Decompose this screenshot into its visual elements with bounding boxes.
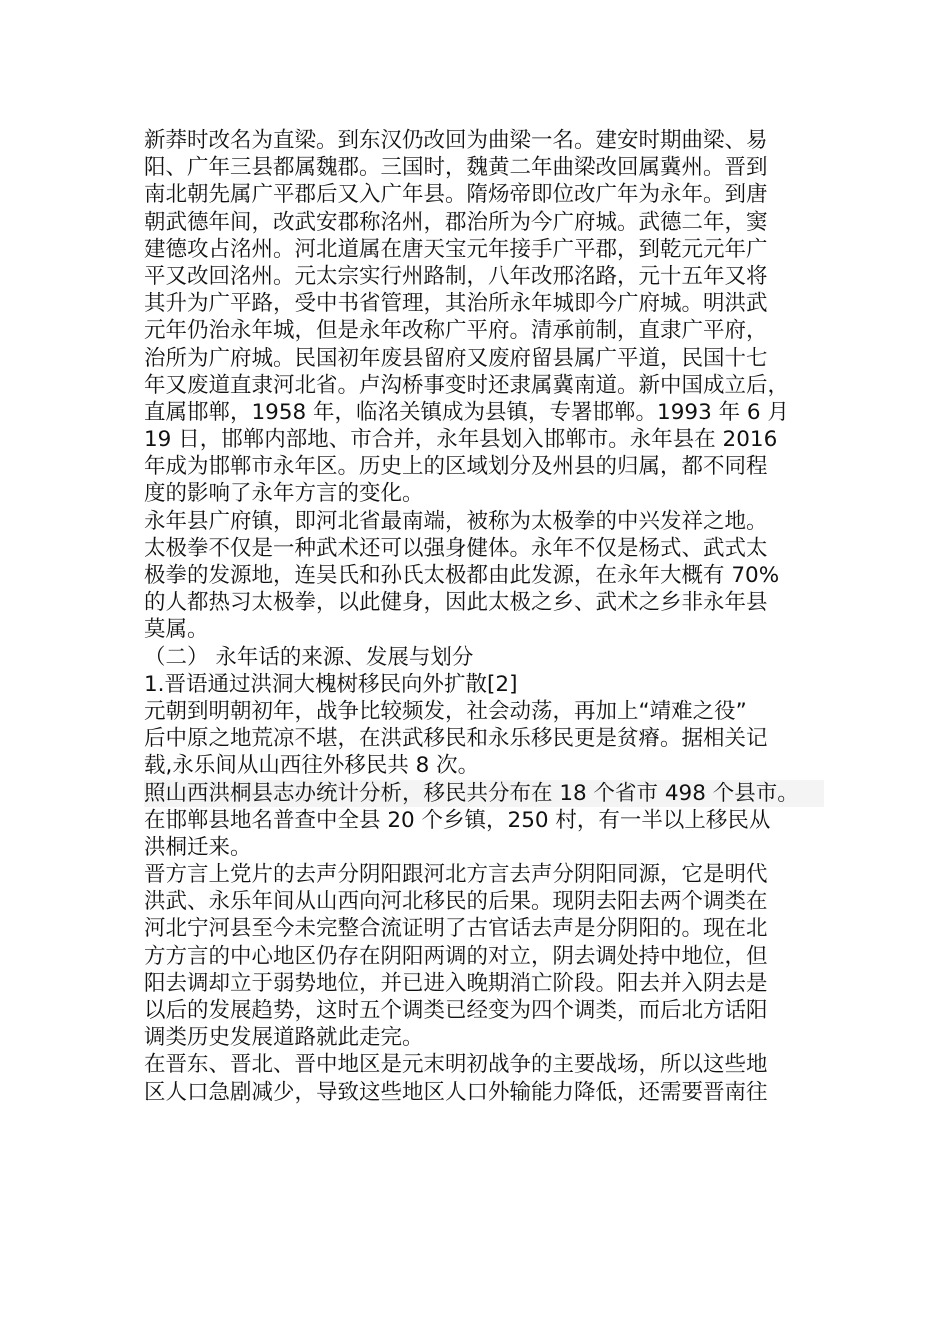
text-line: 的人都热习太极拳，以此健身，因此太极之乡、武术之乡非永年县 bbox=[144, 590, 768, 616]
text-line: 晋方言上党片的去声分阴阳跟河北方言去声分阴阳同源，它是明代 bbox=[144, 862, 768, 888]
text-line: 极拳的发源地，连吴氏和孙氏太极都由此发源，在永年大概有 70% bbox=[144, 563, 780, 588]
text-line: 阳去调却立于弱势地位，并已进入晚期消亡阶段。阳去并入阴去是 bbox=[144, 970, 768, 996]
text-line: 治所为广府城。民国初年废县留府又废府留县属广平道，民国十七 bbox=[144, 345, 768, 371]
document-body bbox=[144, 127, 824, 1106]
text-line: 太极拳不仅是一种武术还可以强身健体。永年不仅是杨式、武式太 bbox=[144, 535, 768, 561]
text-line: 照山西洪桐县志办统计分析，移民共分布在 18 个省市 498 个县市。 bbox=[144, 780, 824, 807]
text-line: 莫属。 bbox=[144, 617, 209, 643]
text-line: 南北朝先属广平郡后又入广年县。隋炀帝即位改广年为永年。到唐 bbox=[144, 182, 768, 208]
text-line: 新莽时改名为直梁。到东汉仍改回为曲梁一名。建安时期曲梁、易 bbox=[144, 128, 768, 153]
text-line: 调类历史发展道路就此走完。 bbox=[144, 1025, 424, 1051]
text-line: 直属邯郸，1958 年，临洺关镇成为县镇，专署邯郸。1993 年 6 月 bbox=[144, 399, 789, 425]
text-line: 阳、广年三县都属魏郡。三国时，魏黄二年曲梁改回属冀州。晋到 bbox=[144, 155, 768, 181]
text-line: 其升为广平路，受中书省管理，其治所永年城即今广府城。明洪武 bbox=[144, 291, 768, 317]
text-line: 度的影响了永年方言的变化。 bbox=[144, 481, 424, 507]
text-line: 永年县广府镇，即河北省最南端，被称为太极拳的中兴发祥之地。 bbox=[144, 508, 768, 534]
text-line: 平又改回洺州。元太宗实行州路制，八年改邢洺路，元十五年又将 bbox=[144, 263, 768, 289]
text-line: 朝武德年间，改武安郡称洺州，郡治所为今广府城。武德二年，窦 bbox=[144, 209, 768, 235]
text-line: 河北宁河县至今未完整合流证明了古官话去声是分阴阳的。现在北 bbox=[144, 916, 768, 942]
text-line: 洪桐迁来。 bbox=[144, 834, 252, 860]
text-line: 以后的发展趋势，这时五个调类已经变为四个调类，而后北方话阳 bbox=[144, 998, 768, 1023]
text-line: 后中原之地荒凉不堪，在洪武移民和永乐移民更是贫瘠。据相关记 bbox=[144, 726, 768, 752]
text-line: 方方言的中心地区仍存在阴阳两调的对立，阴去调处持中地位，但 bbox=[144, 943, 768, 969]
text-line: 元朝到明朝初年，战争比较频发，社会动荡，再加上“靖难之役” bbox=[144, 698, 747, 724]
text-line: 年成为邯郸市永年区。历史上的区域划分及州县的归属，都不同程 bbox=[144, 454, 768, 480]
text-line: 洪武、永乐年间从山西向河北移民的后果。现阴去阳去两个调类在 bbox=[144, 889, 768, 915]
text-line: 载,永乐间从山西往外移民共 8 次。 bbox=[144, 753, 480, 779]
subsection-heading: 1.晋语通过洪洞大槐树移民向外扩散[2] bbox=[144, 671, 518, 697]
text-line: 建德攻占洺州。河北道属在唐天宝元年接手广平郡，到乾元元年广 bbox=[144, 236, 768, 262]
text-line: 区人口急剧减少，导致这些地区人口外输能力降低，还需要晋南往 bbox=[144, 1079, 768, 1105]
text-line: 在邯郸县地名普查中全县 20 个乡镇，250 村，有一半以上移民从 bbox=[144, 807, 771, 833]
text-line: 19 日，邯郸内部地、市合并，永年县划入邯郸市。永年县在 2016 bbox=[144, 427, 778, 453]
section-heading: （二） 永年话的来源、发展与划分 bbox=[144, 644, 474, 670]
text-line: 在晋东、晋北、晋中地区是元末明初战争的主要战场，所以这些地 bbox=[144, 1052, 768, 1078]
text-line: 元年仍治永年城，但是永年改称广平府。清承前制，直隶广平府， bbox=[144, 318, 768, 344]
text-line: 年又废道直隶河北省。卢沟桥事变时还隶属冀南道。新中国成立后， bbox=[144, 372, 790, 398]
